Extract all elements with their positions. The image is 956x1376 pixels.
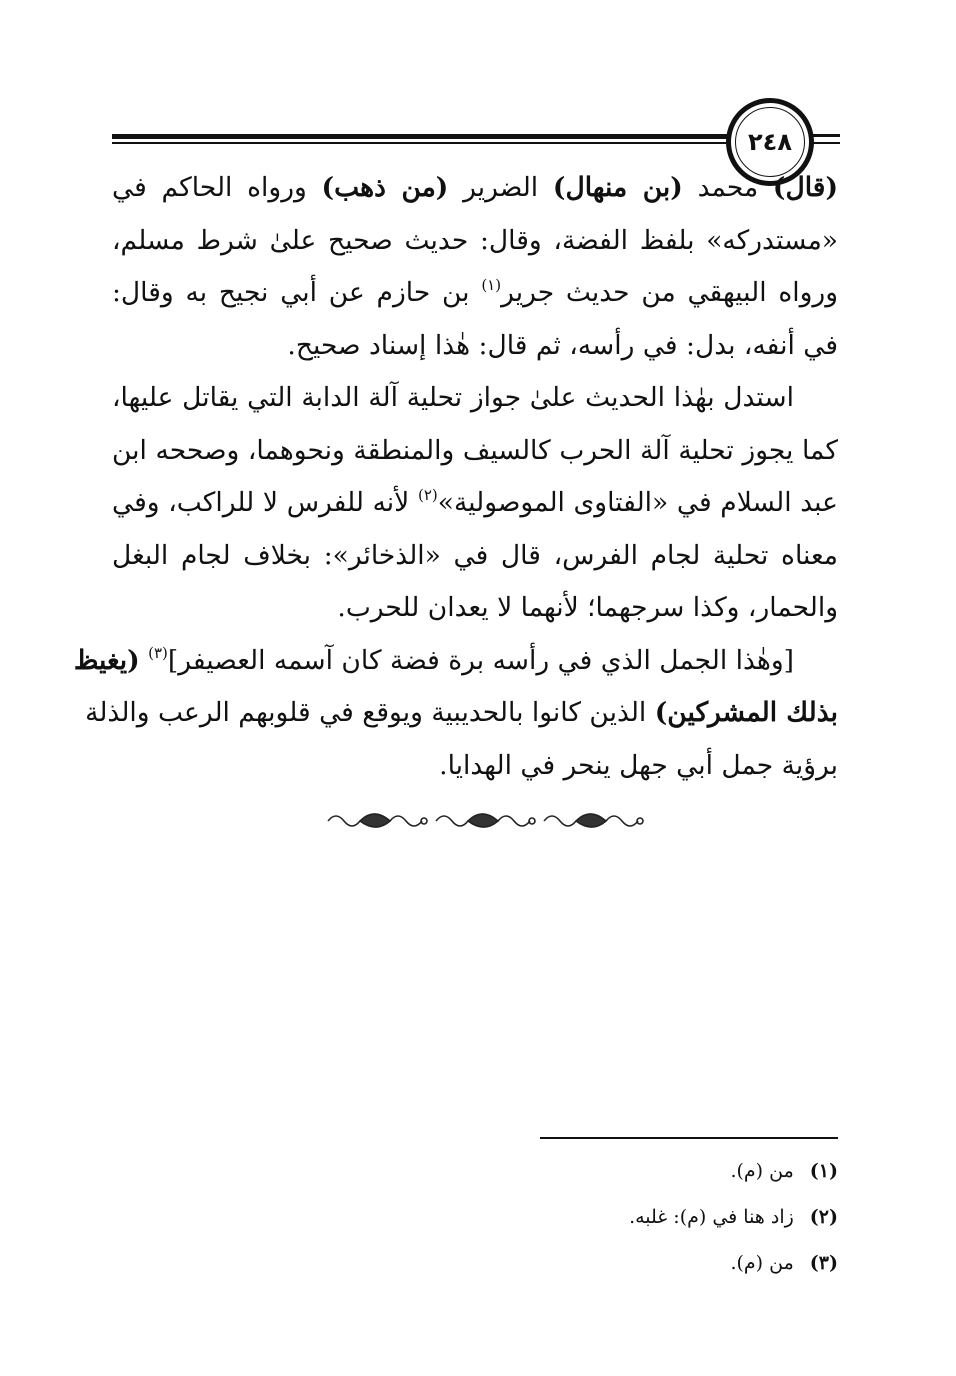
text-segment: معناه تحلية لجام الفرس، قال في «الذخائر»: بخلاف لجام البغل [112, 539, 838, 571]
footnote-ref: (١) [481, 276, 502, 294]
footnote-number: (٢) [809, 1206, 838, 1228]
text-segment: ورواه البيهقي من حديث جرير [501, 277, 839, 308]
main-text [73, 162, 839, 792]
text-line [112, 162, 838, 215]
text-segment: «مستدركه» بلفظ الفضة، وقال: حديث صحيح علىٰ شرط مسلم، [112, 224, 838, 256]
footnote-item [112, 1240, 838, 1286]
text-line [85, 687, 838, 740]
header-rule-thick [112, 134, 732, 139]
header-rule-thin [112, 142, 732, 144]
text-line [112, 372, 838, 425]
text-line [112, 425, 838, 478]
section-ornament [324, 805, 640, 835]
text-line [112, 582, 838, 635]
footnotes [112, 1148, 838, 1286]
footnote-text: زاد هنا في (م): غلبه. [629, 1206, 794, 1228]
text-line [112, 320, 838, 373]
text-segment: برؤية جمل أبي جهل ينحر في الهدايا. [439, 749, 838, 781]
ornament-icon [324, 805, 640, 835]
text-segment: (بن منهال) [552, 172, 683, 203]
text-segment: [وهٰذا الجمل الذي في رأسه برة فضة كان آسمه العصيفر] [167, 644, 794, 676]
text-segment: محمد [682, 172, 773, 203]
text-segment: (قال) [772, 172, 838, 203]
text-segment: الضرير [448, 172, 553, 203]
text-segment: كما يجوز تحلية آلة الحرب كالسيف والمنطقة ونحوهما، وصححه ابن [112, 434, 838, 466]
header-rule-right-thin [812, 142, 840, 144]
text-line [73, 635, 838, 688]
page-number: ٢٤٨ [748, 128, 792, 156]
footnote-text: من (م). [730, 1252, 794, 1274]
footnote-ref: (٢) [417, 486, 438, 504]
footnote-item [112, 1148, 838, 1194]
text-segment: والحمار، وكذا سرجهما؛ لأنهما لا يعدان للحرب. [337, 592, 838, 623]
text-line [112, 267, 838, 320]
text-segment: بذلك المشركين) [654, 697, 838, 728]
text-line [112, 215, 838, 268]
footnote-number: (١) [809, 1160, 838, 1182]
text-segment: عبد السلام في «الفتاوى الموصولية» [437, 487, 838, 518]
text-line [112, 740, 838, 793]
text-segment: لأنه للفرس لا للراكب، وفي [112, 487, 418, 518]
text-segment [140, 645, 148, 676]
footnote-ref: (٣) [148, 643, 168, 662]
text-segment: الذين كانوا بالحديبية ويوقع في قلوبهم الرعب والذلة [85, 697, 655, 728]
text-segment: (من ذهب) [321, 172, 449, 203]
footnote-number: (٣) [809, 1252, 838, 1274]
footnote-item [112, 1194, 838, 1240]
text-segment: في أنفه، بدل: في رأسه، ثم قال: هٰذا إسناد صحيح. [287, 329, 838, 361]
text-line [112, 477, 838, 530]
text-segment: بن حازم عن أبي نجيح به وقال: [112, 277, 482, 308]
text-line [112, 530, 838, 583]
text-segment: ورواه الحاكم في [112, 172, 322, 203]
text-segment: (يغيظ [73, 644, 140, 676]
footnote-text: من (م). [730, 1160, 794, 1182]
header-rule-right [812, 134, 840, 137]
text-segment: استدل بهٰذا الحديث علىٰ جواز تحلية آلة الدابة التي يقاتل عليها، [112, 382, 794, 413]
footnote-separator [540, 1137, 838, 1139]
